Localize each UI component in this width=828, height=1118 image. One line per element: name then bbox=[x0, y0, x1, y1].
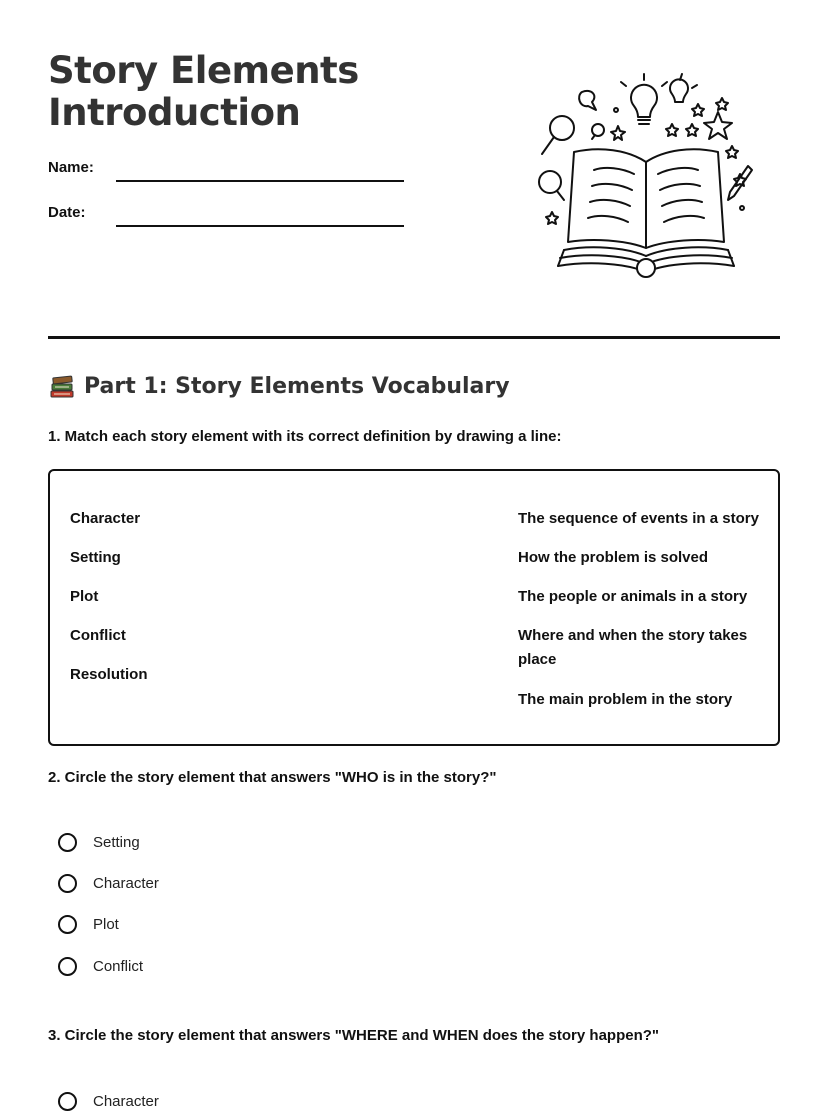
name-label: Name: bbox=[48, 159, 94, 176]
circle-choice-icon[interactable] bbox=[58, 874, 77, 893]
q2-option-character[interactable] bbox=[58, 874, 159, 893]
q2-option-plot[interactable] bbox=[58, 915, 119, 934]
match-term-plot[interactable]: Plot bbox=[70, 588, 99, 605]
part1-heading bbox=[48, 373, 510, 399]
part1-heading-text: Part 1: Story Elements Vocabulary bbox=[84, 373, 510, 399]
date-field[interactable] bbox=[116, 225, 404, 227]
name-field[interactable] bbox=[116, 180, 404, 182]
q3-option-character[interactable] bbox=[58, 1092, 159, 1111]
option-label: Setting bbox=[93, 834, 140, 851]
option-label: Plot bbox=[93, 916, 119, 933]
books-icon bbox=[48, 373, 76, 399]
match-term-conflict[interactable]: Conflict bbox=[70, 627, 126, 644]
option-label: Conflict bbox=[93, 958, 144, 975]
title-line-2: Introduction bbox=[48, 91, 301, 134]
circle-choice-icon[interactable] bbox=[58, 1092, 77, 1111]
option-label: Character bbox=[93, 875, 159, 892]
match-term-setting[interactable]: Setting bbox=[70, 549, 121, 566]
worksheet-title bbox=[48, 50, 359, 134]
open-book-with-ideas-icon bbox=[530, 70, 760, 285]
question-1-prompt: 1. Match each story element with its correct definition by drawing a line: bbox=[48, 428, 562, 445]
match-definition[interactable]: Where and when the story takes place bbox=[518, 627, 748, 668]
q2-option-setting[interactable] bbox=[58, 833, 140, 852]
title-line-1: Story Elements bbox=[48, 49, 359, 92]
match-definition[interactable]: The people or animals in a story bbox=[518, 588, 748, 605]
matching-box bbox=[48, 469, 780, 746]
circle-choice-icon[interactable] bbox=[58, 915, 77, 934]
match-term-character[interactable]: Character bbox=[70, 510, 141, 527]
q2-option-conflict[interactable] bbox=[58, 957, 143, 976]
match-definition[interactable]: How the problem is solved bbox=[518, 549, 709, 566]
match-term-resolution[interactable]: Resolution bbox=[70, 666, 148, 683]
section-divider bbox=[48, 336, 780, 339]
circle-choice-icon[interactable] bbox=[58, 833, 77, 852]
match-definition[interactable]: The sequence of events in a story bbox=[518, 510, 759, 527]
date-label: Date: bbox=[48, 204, 86, 221]
question-3-prompt: 3. Circle the story element that answers "WHERE and WHEN does the story happen?" bbox=[48, 1027, 660, 1044]
match-definition[interactable]: The main problem in the story bbox=[518, 691, 733, 708]
option-label: Character bbox=[93, 1093, 159, 1110]
circle-choice-icon[interactable] bbox=[58, 957, 77, 976]
question-2-prompt: 2. Circle the story element that answers "WHO is in the story?" bbox=[48, 769, 497, 786]
